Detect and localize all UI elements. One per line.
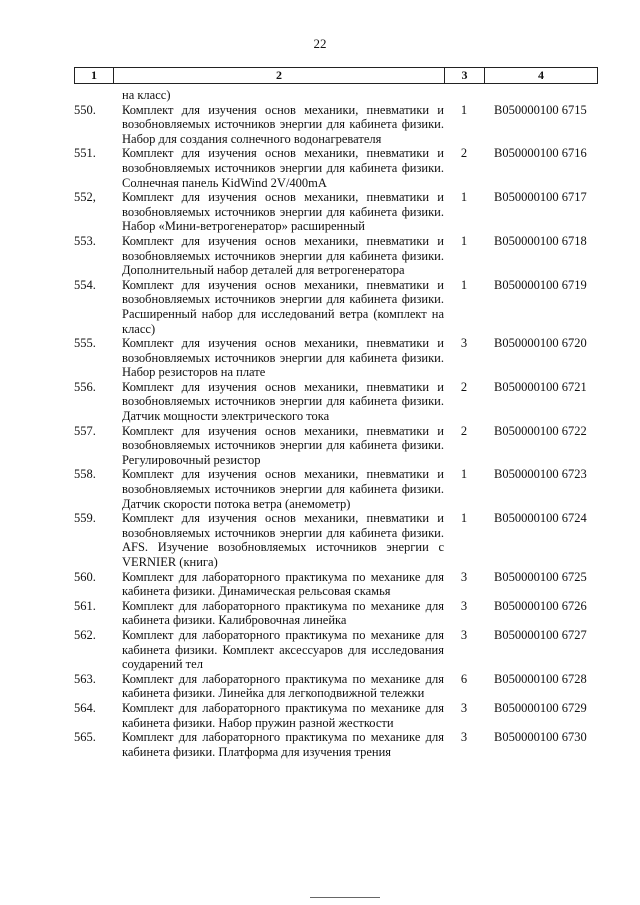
row-quantity: 2 <box>460 423 468 438</box>
row-code: B050000100 6718 <box>494 233 587 248</box>
row-number: 551. <box>74 146 96 161</box>
row-code: B050000100 6717 <box>494 190 587 205</box>
row-description: Комплект для изучения основ механики, пневматики и возобновляемых источников энергии для кабинета физики. Набор для создания солнечного водонагревателя <box>122 102 444 146</box>
row-quantity: 1 <box>460 102 468 117</box>
row-code: B050000100 6730 <box>494 730 587 745</box>
row-number: 559. <box>74 511 96 526</box>
row-description: Комплект для изучения основ механики, пневматики и возобновляемых источников энергии для кабинета физики. Солнечная панель KidWind 2V/400mA <box>122 146 444 190</box>
row-code: B050000100 6726 <box>494 598 587 613</box>
table-row <box>74 146 598 190</box>
header-col-1: 1 <box>75 68 114 83</box>
row-code: B050000100 6728 <box>494 671 587 686</box>
table-row <box>74 672 598 701</box>
row-quantity: 3 <box>460 336 468 351</box>
header-col-2: 2 <box>114 68 445 83</box>
row-number: 560. <box>74 569 96 584</box>
row-number: 557. <box>74 423 96 438</box>
table-row <box>74 424 598 468</box>
table-row <box>74 730 598 759</box>
row-number: 552, <box>74 190 96 205</box>
footer-divider <box>310 897 380 898</box>
row-code: B050000100 6723 <box>494 467 587 482</box>
row-code: B050000100 6727 <box>494 627 587 642</box>
row-description: Комплект для изучения основ механики, пневматики и возобновляемых источников энергии для кабинета физики. Набор резисторов на плате <box>122 336 444 380</box>
row-description: Комплект для изучения основ механики, пневматики и возобновляемых источников энергии для кабинета физики. Дополнительный набор деталей для ветрогенератора <box>122 233 444 278</box>
row-description: Комплект для лабораторного практикума по механике для кабинета физики. Линейка для легкоподвижной тележки <box>122 671 444 701</box>
table-header <box>74 67 598 84</box>
row-description: Комплект для лабораторного практикума по механике для кабинета физики. Динамическая рельсовая скамья <box>122 569 444 599</box>
row-code: B050000100 6715 <box>494 102 587 117</box>
table-row <box>74 278 598 336</box>
row-quantity: 2 <box>460 379 468 394</box>
table-row <box>74 628 598 672</box>
row-code: B050000100 6722 <box>494 423 587 438</box>
row-quantity: 3 <box>460 700 468 715</box>
row-description: Комплект для изучения основ механики, пневматики и возобновляемых источников энергии для кабинета физики. Расширенный набор для исследований ветра (комплект на класс) <box>122 277 444 336</box>
table-row <box>74 380 598 424</box>
header-col-4: 4 <box>538 68 544 82</box>
row-number: 553. <box>74 233 96 248</box>
row-number: 561. <box>74 598 96 613</box>
continuation-row <box>74 88 598 103</box>
row-description: Комплект для лабораторного практикума по механике для кабинета физики. Набор пружин разной жесткости <box>122 700 444 730</box>
header-col-3: 3 <box>445 68 485 83</box>
continuation-text: на класс) <box>122 88 171 102</box>
row-code: B050000100 6724 <box>494 511 587 526</box>
row-description: Комплект для лабораторного практикума по механике для кабинета физики. Комплект аксессуаров для исследования соударений тел <box>122 627 444 672</box>
row-code: B050000100 6725 <box>494 569 587 584</box>
row-code: B050000100 6716 <box>494 146 587 161</box>
row-quantity: 2 <box>460 146 468 161</box>
row-description: Комплект для изучения основ механики, пневматики и возобновляемых источников энергии для кабинета физики. Набор «Мини-ветрогенератор» расширенный <box>122 190 444 234</box>
row-number: 565. <box>74 730 96 745</box>
row-description: Комплект для изучения основ механики, пневматики и возобновляемых источников энергии для кабинета физики. Датчик мощности электрического тока <box>122 379 444 424</box>
row-quantity: 3 <box>460 730 468 745</box>
table-row <box>74 570 598 599</box>
row-description: Комплект для изучения основ механики, пневматики и возобновляемых источников энергии для кабинета физики. Датчик скорости потока ветра (анемометр) <box>122 467 444 511</box>
row-number: 564. <box>74 700 96 715</box>
row-quantity: 1 <box>460 190 468 205</box>
row-code: B050000100 6729 <box>494 700 587 715</box>
row-quantity: 1 <box>460 277 468 292</box>
table-row <box>74 701 598 730</box>
row-quantity: 6 <box>460 671 468 686</box>
row-number: 563. <box>74 671 96 686</box>
table-row <box>74 103 598 147</box>
row-number: 555. <box>74 336 96 351</box>
row-number: 556. <box>74 379 96 394</box>
table-row <box>74 467 598 511</box>
row-quantity: 3 <box>460 569 468 584</box>
table-row <box>74 599 598 628</box>
row-description: Комплект для изучения основ механики, пневматики и возобновляемых источников энергии для кабинета физики. Регулировочный резистор <box>122 423 444 467</box>
row-quantity: 3 <box>460 627 468 642</box>
table-body <box>74 88 598 759</box>
table-row <box>74 336 598 380</box>
row-number: 550. <box>74 102 96 117</box>
row-description: Комплект для лабораторного практикума по механике для кабинета физики. Калибровочная линейка <box>122 598 444 628</box>
table-row <box>74 190 598 234</box>
row-code: B050000100 6719 <box>494 277 587 292</box>
row-number: 554. <box>74 277 96 292</box>
table-row <box>74 511 598 569</box>
row-quantity: 1 <box>460 511 468 526</box>
table-row <box>74 234 598 278</box>
row-code: B050000100 6721 <box>494 379 587 394</box>
row-number: 562. <box>74 627 96 642</box>
page-number: 22 <box>313 36 327 51</box>
row-quantity: 3 <box>460 598 468 613</box>
row-code: B050000100 6720 <box>494 336 587 351</box>
row-description: Комплект для изучения основ механики, пневматики и возобновляемых источников энергии для кабинета физики. AFS. Изучение возобновляемых источников энергии с VERNIER (книга) <box>122 511 444 569</box>
row-description: Комплект для лабораторного практикума по механике для кабинета физики. Платформа для изучения трения <box>122 730 444 759</box>
row-quantity: 1 <box>460 467 468 482</box>
row-quantity: 1 <box>460 233 468 248</box>
row-number: 558. <box>74 467 96 482</box>
